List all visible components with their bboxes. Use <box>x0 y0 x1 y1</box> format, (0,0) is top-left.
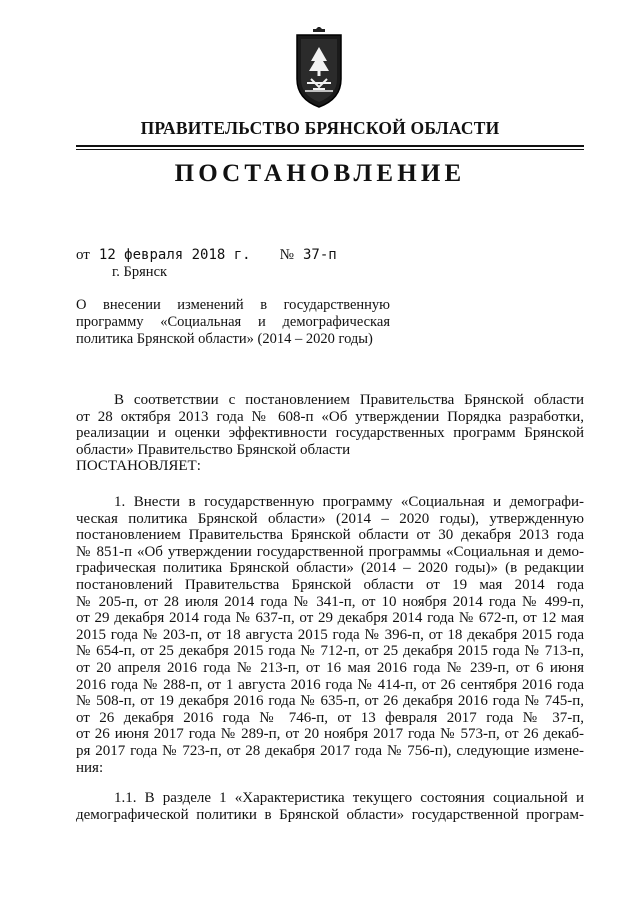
header-rule-thick <box>76 145 584 147</box>
text-line: 2016 года № 288-п, от 1 августа 2016 года № 414-п, от 26 сентября 2016 года <box>76 676 584 693</box>
item-1-paragraph <box>76 494 584 776</box>
text-line: ческая политика Брянской области» (2014 – 2020 годы), утвержденную <box>76 510 584 527</box>
text-line: от 26 декабря 2016 года № 746-п, от 13 февраля 2017 года № 37-п, <box>76 709 584 726</box>
subject-line: политика Брянской области» (2014 – 2020 годы) <box>76 331 373 347</box>
document-date: 12 февраля 2018 г. <box>98 247 251 263</box>
text-line: от 26 июня 2017 года № 289-п, от 20 ноября 2017 года № 573-п, от 26 декаб- <box>76 726 584 743</box>
decree-word: ПОСТАНОВЛЯЕТ: <box>76 458 201 475</box>
subject-line: программу «Социальная и демографическая <box>76 314 390 330</box>
text-line: реализации и оценки эффективности государственных программ Брянской <box>76 425 584 442</box>
coat-of-arms-emblem <box>289 27 349 111</box>
text-line: 2015 года № 203-п, от 18 августа 2015 года № 396-п, от 18 декабря 2015 года <box>76 626 584 643</box>
document-date-number-line <box>76 245 337 264</box>
text-line: постановлений Правительства Брянской области от 19 мая 2014 года <box>76 576 584 593</box>
text-line: от 28 октября 2013 года № 608-п «Об утверждении Порядка разработки, <box>76 408 584 425</box>
item-1-1-paragraph <box>76 790 584 823</box>
text-line: 1. Внести в государственную программу «Социальная и демографи- <box>114 494 584 510</box>
number-sign: № <box>279 247 294 263</box>
text-line: демографической политики в Брянской области» государственной програм- <box>76 806 584 823</box>
text-line: В соответствии с постановлением Правительства Брянской области <box>114 392 584 408</box>
document-city: г. Брянск <box>112 264 168 280</box>
document-type-title: ПОСТАНОВЛЕНИЕ <box>174 160 466 187</box>
text-line: № 508-п, от 19 декабря 2016 года № 635-п, от 26 декабря 2016 года № 745-п, <box>76 693 584 710</box>
text-line: ния: <box>76 759 104 776</box>
text-line: от 29 декабря 2014 года № 637-п, от 29 декабря 2014 года № 672-п, от 12 мая <box>76 610 584 627</box>
text-line: № 851-п «Об утверждении государственной программы «Социальная и демо- <box>76 543 584 560</box>
text-line: от 20 апреля 2016 года № 213-п, от 16 мая 2016 года № 239-п, от 6 июня <box>76 659 584 676</box>
text-line: ря 2017 года № 723-п, от 28 декабря 2017 года № 756-п), следующие измене- <box>76 742 584 759</box>
text-line: 1.1. В разделе 1 «Характеристика текущего состояния социальной и <box>114 790 584 806</box>
text-line: постановлением Правительства Брянской области от 30 декабря 2013 года <box>76 527 584 544</box>
text-line: области» Правительство Брянской области <box>76 441 351 458</box>
text-line: графическая политика Брянской области» (2014 – 2020 годы)» (в редакции <box>76 560 584 577</box>
text-line: № 654-п, от 25 декабря 2015 года № 712-п, от 25 декабря 2015 года № 713-п, <box>76 643 584 660</box>
preamble-paragraph <box>76 392 584 475</box>
government-title: ПРАВИТЕЛЬСТВО БРЯНСКОЙ ОБЛАСТИ <box>140 118 500 138</box>
header-rule-thin <box>76 149 584 150</box>
document-subject <box>76 297 390 348</box>
subject-line: О внесении изменений в государственную <box>76 297 390 313</box>
text-line: № 205-п, от 28 июля 2014 года № 341-п, от 10 ноября 2014 года № 499-п, <box>76 593 584 610</box>
date-prefix: от <box>76 247 90 263</box>
document-number: 37-п <box>302 247 337 263</box>
